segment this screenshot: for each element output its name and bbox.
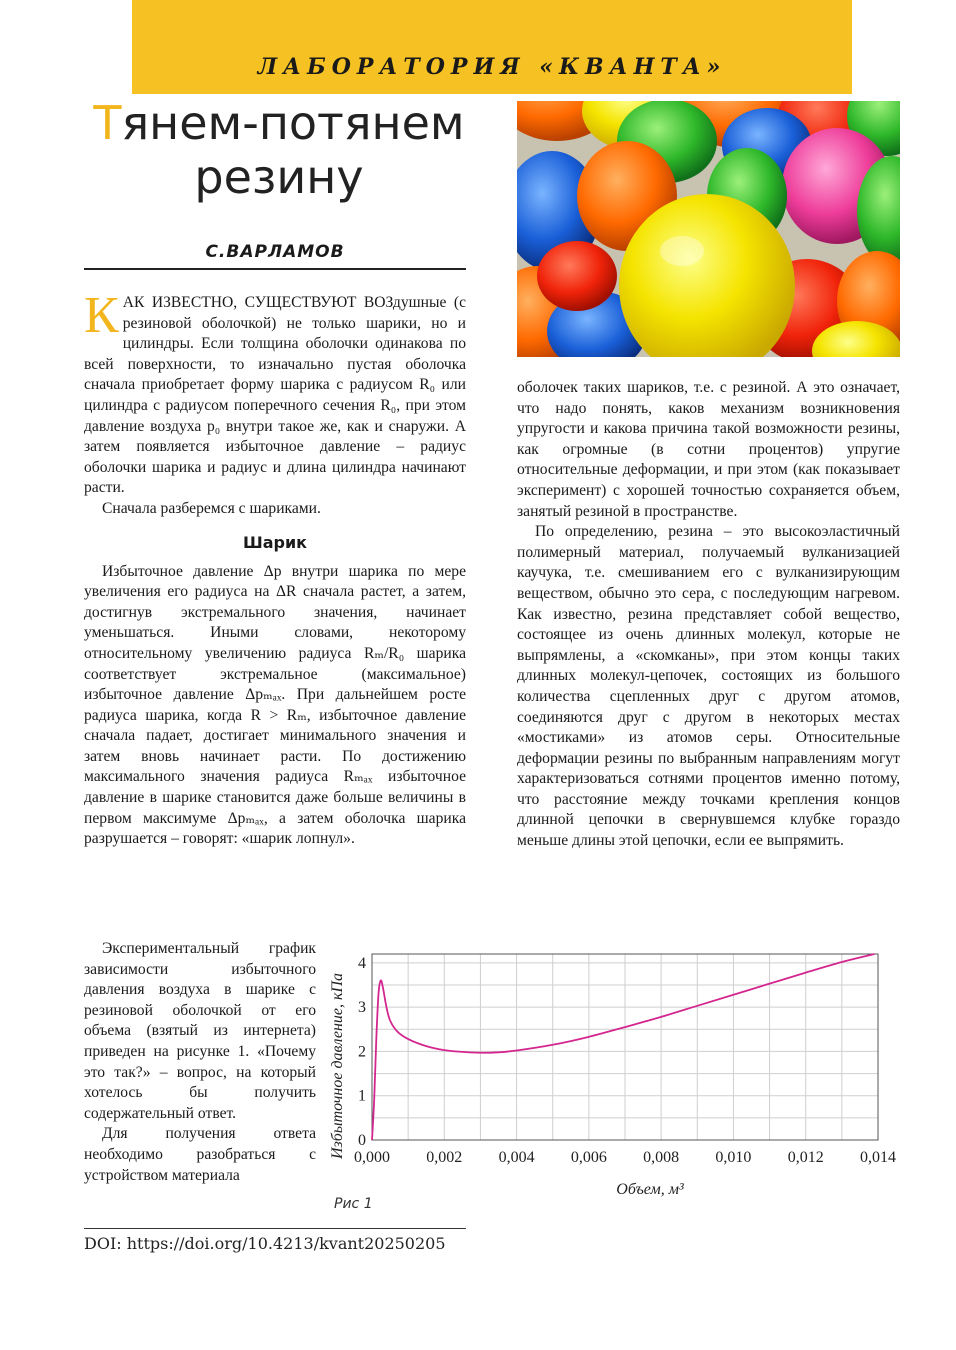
dropcap: К [84,287,119,344]
doi-text: DOI: https://doi.org/10.4213/kvant20250205 [84,1234,446,1253]
left-column [84,287,466,850]
y-tick-label: 4 [358,954,366,972]
right-paragraph-2: По определению, резина – это высокоэластичный полимерный материал, получаемый вулканизацией каучука, т.е. смешиванием его с вулканизирующим веществом, обычно это сера, с последующим нагревом. Как известно, резина представляет собой вещество, состоящее из очень длинных молекул, которые не выпрямлены, а «скомканы», при этом концы таких длинных молекул-цепочек, состоящих из большого количества сцепленных друг с другом атомов, соединяются друг с другом в некоторых местах «мостиками» из атомов серы. Относительные деформации резины по выбранным направлениям могут характеризоваться сотнями процентов именно потому, что расстояние между точками крепления концов длинной цепочки в свернувшемся клубке гораздо меньше длины этой цепочки, если ее выпрямить. [517,523,900,850]
x-tick-label: 0,010 [715,1149,752,1166]
balloons-photo [517,101,900,357]
section-paragraph-2: Экспериментальный график зависимости избыточного давления воздуха в шарике с резиновой оболочкой от его объема (взятый из интернета) приведен на рисунке 1. «Почему это так?» – вопрос, на который хотелось бы получить содержательный ответ. [84,940,316,1122]
chart-svg [320,942,910,1222]
y-axis-label: Избыточное давление, кПа [329,972,346,1160]
intro-paragraph [84,287,466,499]
title-line1-rest: янем-потянем [121,96,465,150]
right-column [517,378,900,852]
y-tick-labels [358,955,366,1149]
bottom-left-column [84,939,316,1186]
x-tick-label: 0,008 [643,1149,680,1166]
x-axis-label: Объем, м³ [616,1181,684,1198]
x-tick-label: 0,014 [860,1149,896,1166]
y-tick-label: 3 [358,999,366,1017]
chart-grid [372,954,878,1140]
y-tick-label: 1 [358,1087,366,1105]
footer-divider [84,1228,466,1229]
article-title [84,96,474,204]
x-tick-label: 0,000 [354,1149,390,1166]
figure-caption: Рис 1 [334,1196,373,1212]
y-tick-label: 2 [358,1043,366,1061]
right-paragraph-1: оболочек таких шариков, т.е. с резиной. А это означает, что надо понять, каков механизм возникновения упругости и какова причина такой возможности резины, как огромные (в сотни процентов) упругие относительные деформации, и при этом (как показывает эксперимент) с хорошей точностью сохраняется объем, занятый резиной в пространстве. [517,379,900,520]
intro-paragraph-2: Сначала разберемся с шариками. [102,499,321,517]
author-name: С.ВАРЛАМОВ [205,242,345,262]
x-tick-labels [354,1149,896,1166]
author-divider [84,268,466,270]
y-tick-label: 0 [358,1132,366,1149]
balloons-illustration [517,101,900,357]
x-tick-label: 0,006 [570,1149,607,1166]
title-line2: резину [194,150,364,204]
title-initial: Т [93,96,122,150]
series-line [372,954,874,1140]
x-tick-label: 0,004 [498,1149,535,1166]
x-tick-label: 0,012 [787,1149,824,1166]
section-paragraph-3: Для получения ответа необходимо разобраться с устройством материала [84,1125,316,1184]
section-heading: Шарик [242,532,308,552]
section-header: ЛАБОРАТОРИЯ «КВАНТА» [257,54,727,80]
pressure-volume-chart [320,942,910,1222]
intro-text: АК ИЗВЕСТНО, СУЩЕСТВУЮТ ВОЗдушные (с резиновой оболочкой) не только шарики, но и цилиндры. Если толщина оболочки одинакова по всей поверхности, то изначально пустая оболочка сначала приобретает форму шарика с радиусом R₀ или цилиндра с радиусом поперечного сечения R₀, при этом давление воздуха p₀ внутри такое же, как и снаружи. А затем появляется избыточное давление – радиус оболочки шарика и радиус и длина цилиндра начинают расти. [84,294,466,497]
section-paragraph-1: Избыточное давление Δp внутри шарика по мере увеличения его радиуса на ΔR сначала растет, а затем, достигнув экстремального значения, начинает уменьшаться. Иными словами, некоторому относительному увеличению радиуса Rₘ/R₀ шарика соответствует экстремальное (максимальное) избыточное давление Δpₘₐₓ. При дальнейшем росте радиуса шарика, когда R > Rₘ, избыточное давление сначала падает, достигает минимального значения и затем вновь начинает расти. По достижению максимального значения радиуса Rₘₐₓ избыточное давление в шарике становится даже больше величины в первом максимуме Δpₘₐₓ, а затем оболочка шарика разрушается – говорят: «шарик лопнул». [84,562,466,848]
x-tick-label: 0,002 [426,1149,463,1166]
